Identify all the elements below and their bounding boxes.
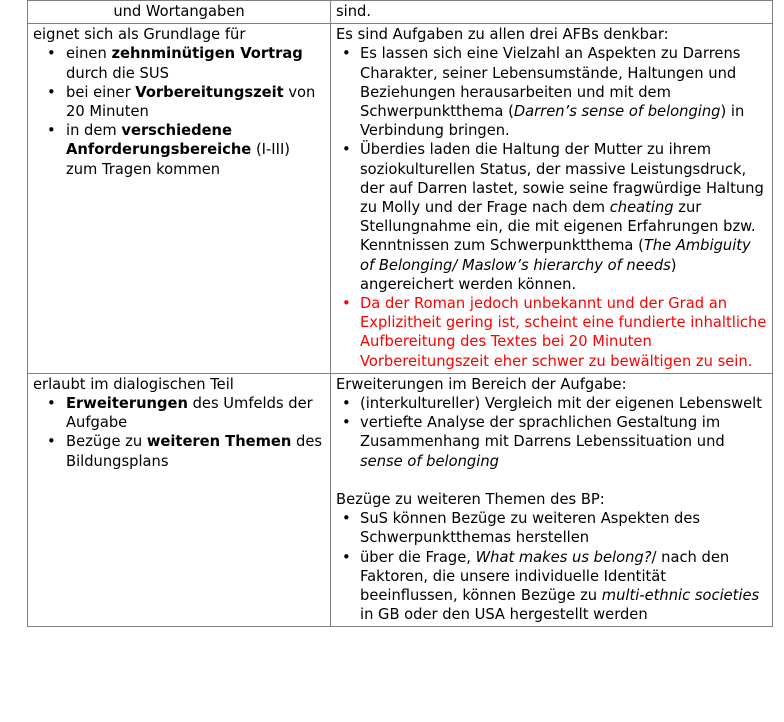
list-item [336,394,767,413]
list-item [336,44,767,140]
text-run: Es lassen sich eine Vielzahl an Aspekten zu Darrens Charakter, seiner Lebensumstände, Haltungen und Beziehungen herausarbeiten und mit dem Schwerpunktthema ( [360,45,741,121]
bullet-list-left-row2 [33,44,325,178]
table-row [28,373,773,627]
paragraph-spacer [336,471,767,490]
list-item [33,121,325,179]
text-run: in GB oder den USA hergestellt werden [360,606,648,624]
text-run: (interkultureller) Vergleich mit der eigenen Lebenswelt [360,395,762,413]
text-run: Überdies laden die Haltung der Mutter zu ihrem soziokulturellen Status, der massive Leistungsdruck, der auf Darren lastet, sowie seine fragwürdige Haltung zu Molly und der Frage nach dem [360,141,764,217]
list-item [336,548,767,625]
bullet-list-right-row2 [336,44,767,370]
emphasis-italic: Darren’s sense of belonging [513,103,721,121]
text-run: des Umfelds der Aufgabe [66,395,313,432]
bullet-list-right-row3-a [336,394,767,471]
bullet-list-left-row3 [33,394,325,471]
continuation-text-left: und Wortangaben [113,3,245,20]
text-run: durch die SUS [66,64,169,82]
emphasis-italic: The Ambiguity of Belonging/ Maslow’s hierarchy of needs [360,237,751,274]
emphasis-italic: cheating [609,199,674,217]
text-run: SuS können Bezüge zu weiteren Aspekten des Schwerpunktthemas herstellen [360,510,701,547]
lead-text-left-row2: eignet sich als Grundlage für [33,26,246,44]
lead-text-right-row3-b: Bezüge zu weiteren Themen des BP: [336,491,605,509]
emphasis-bold: Vorbereitungszeit [135,83,284,101]
text-run: einen [66,45,112,63]
list-item [33,432,325,470]
text-run: ) angereichert werden können. [360,256,677,293]
table-cell-left-row1 [28,1,331,24]
text-run: / nach den Faktoren, die unsere individuelle Identität beeinflussen, können Bezüge zu [360,548,730,605]
text-run: ) in Verbindung bringen. [360,103,745,140]
table-cell-left-row3 [28,373,331,627]
lead-text-right-row3-a: Erweiterungen im Bereich der Aufgabe: [336,375,627,393]
emphasis-italic: sense of belonging [360,452,499,470]
text-run: vertiefte Analyse der sprachlichen Gestaltung im Zusammenhang mit Darrens Lebenssituation und [360,414,725,451]
text-run: (I-III) zum Tragen kommen [66,141,291,178]
list-item [33,394,325,432]
text-run: zur Stellungnahme ein, die mit eigenen Erfahrungen bzw. Kenntnissen zum Schwerpunktthema ( [360,199,756,255]
table-row [28,24,773,374]
bullet-list-right-row3-b [336,509,767,624]
emphasis-bold: Erweiterungen [66,395,188,413]
table-cell-right-row1 [331,1,773,24]
list-item [336,509,767,547]
list-item [336,140,767,294]
table-row [28,1,773,24]
emphasis-bold: weiteren Themen [146,433,292,451]
text-run: Bezüge zu [66,433,147,451]
emphasis-italic: multi-ethnic societies [601,587,760,605]
lead-text-right-row2: Es sind Aufgaben zu allen drei AFBs denkbar: [336,26,669,44]
emphasis-italic: What makes us belong? [475,548,652,566]
text-run: Da der Roman jedoch unbekannt und der Grad an Explizitheit gering ist, scheint eine fundierte inhaltliche Aufbereitung des Textes bei 20 Minuten Vorbereitungszeit eher schwer zu bewältigen zu sein. [360,295,767,370]
list-item [336,413,767,471]
text-run: über die Frage, [360,548,476,566]
table-cell-left-row2 [28,24,331,374]
list-item [33,83,325,121]
emphasis-bold: zehnminütigen Vortrag [111,45,303,63]
list-item [336,294,767,371]
table-cell-right-row2 [331,24,773,374]
table-cell-right-row3 [331,373,773,627]
emphasis-bold: verschiedene Anforderungsbereiche [66,122,252,159]
assessment-criteria-table [27,0,773,627]
text-run: des Bildungsplans [66,433,323,470]
text-run: von 20 Minuten [66,83,316,121]
text-run: in dem [66,122,122,140]
lead-text-left-row3: erlaubt im dialogischen Teil [33,375,234,393]
text-run: bei einer [66,83,136,101]
continuation-text-right: sind. [336,3,372,20]
list-item [33,44,325,82]
